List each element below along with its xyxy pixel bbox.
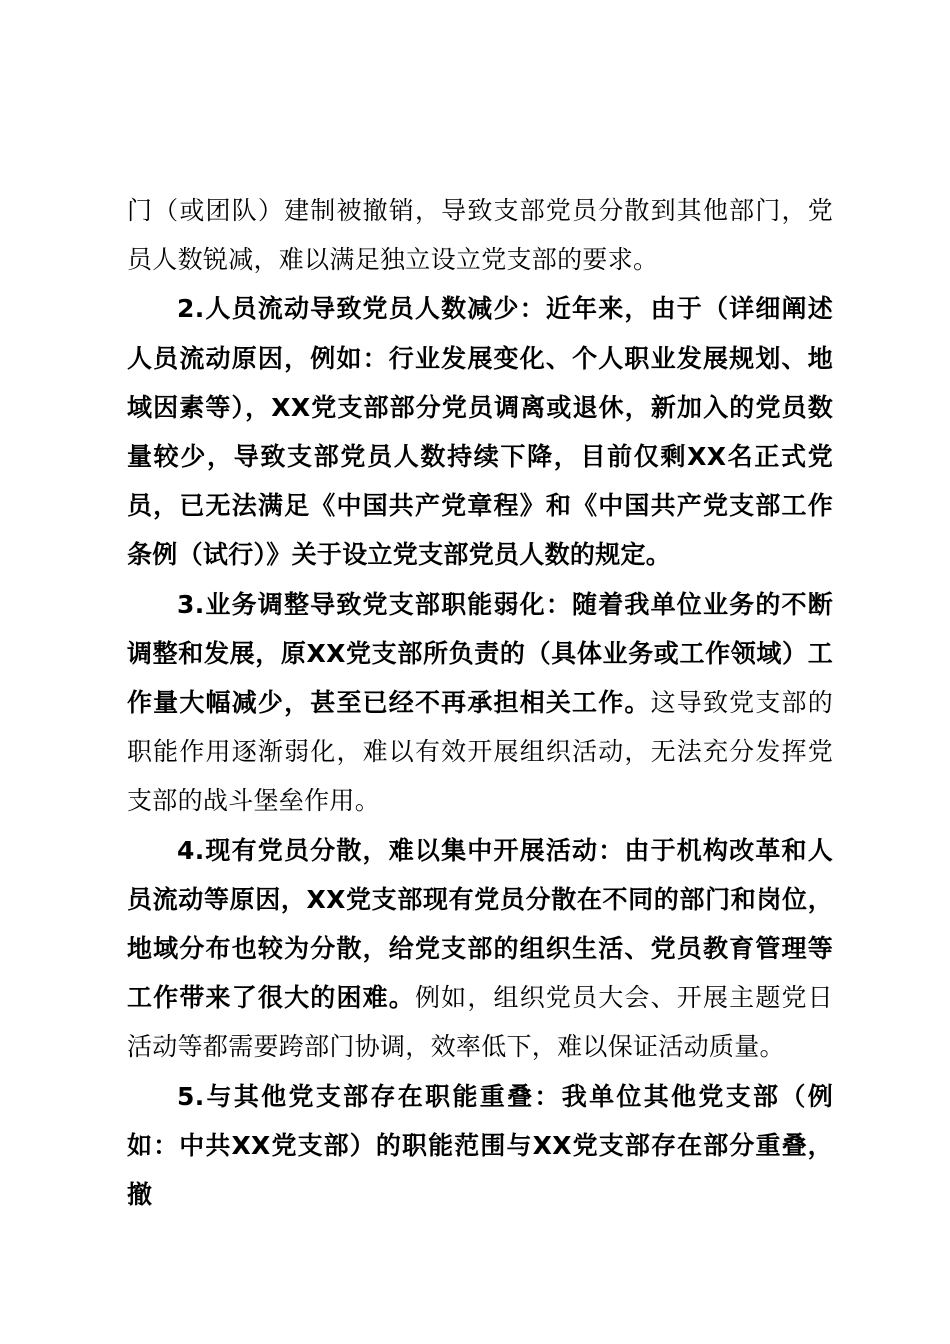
paragraph-point-3 <box>127 580 833 826</box>
paragraph-normal-text: 例如，组织党员大会、开展主题党日活动等都需要跨部门协调，效率低下，难以保证活动质量。 <box>127 983 833 1062</box>
paragraph-continuation <box>127 186 833 284</box>
paragraph-bold-text: 5.与其他党支部存在职能重叠：我单位其他党支部（例如：中共XX党支部）的职能范围与XX党支部存在部分重叠，撤 <box>127 1081 833 1210</box>
paragraph-normal-text: 这导致党支部的职能作用逐渐弱化，难以有效开展组织活动，无法充分发挥党支部的战斗堡垒作用。 <box>127 688 833 816</box>
paragraph-bold-text: 3.业务调整导致党支部职能弱化：随着我单位业务的不断调整和发展，原XX党支部所负责的（具体业务或工作领域）工作量大幅减少，甚至已经不再承担相关工作。 <box>127 589 833 718</box>
paragraph-bold-text: 4.现有党员分散，难以集中开展活动：由于机构改革和人员流动等原因，XX党支部现有党员分散在不同的部门和岗位，地域分布也较为分散，给党支部的组织生活、党员教育管理等工作带来了很大的困难。 <box>127 835 833 1013</box>
paragraph-bold-text: 2.人员流动导致党员人数减少：近年来，由于（详细阐述人员流动原因，例如：行业发展变化、个人职业发展规划、地域因素等），XX党支部部分党员调离或退休，新加入的党员数量较少，导致支部党员人数持续下降，目前仅剩XX名正式党员，已无法满足《中国共产党章程》和《中国共产党支部工作条例（试行）》关于设立党支部党员人数的规定。 <box>127 294 833 570</box>
paragraph-point-2 <box>127 284 833 579</box>
paragraph-text: 门（或团队）建制被撤销，导致支部党员分散到其他部门，党员人数锐减，难以满足独立设立党支部的要求。 <box>127 196 833 275</box>
document-body <box>127 186 833 1219</box>
paragraph-point-4 <box>127 826 833 1072</box>
paragraph-point-5 <box>127 1072 833 1220</box>
